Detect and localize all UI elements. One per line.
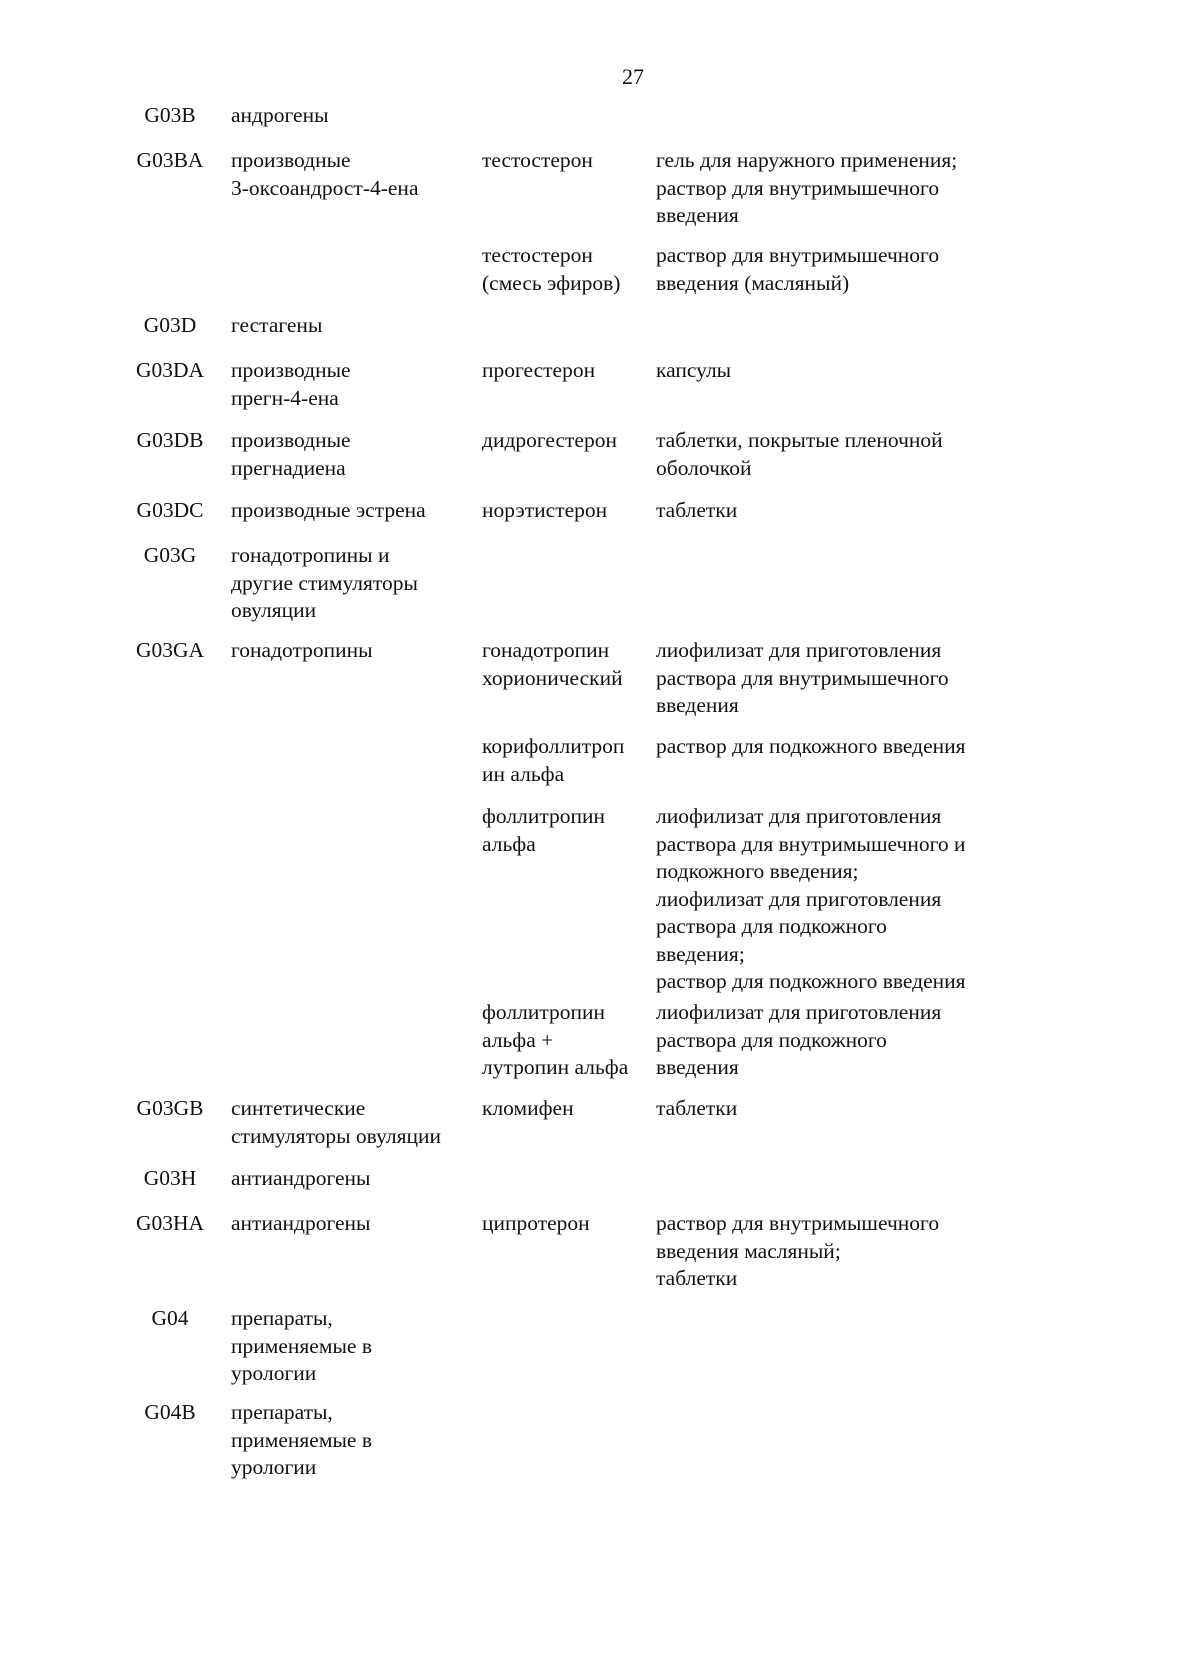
drug-name-line: тестостерон: [482, 243, 593, 267]
dosage-form-line: раствора для внутримышечного и: [656, 831, 966, 856]
drug-name-line: тестостерон: [482, 148, 593, 172]
dosage-form-line: введения: [656, 1055, 739, 1079]
drug-name: [482, 242, 652, 297]
dosage-form-line: лиофилизат для приготовления: [656, 1000, 942, 1024]
dosage-form-line: гель для наружного применения;: [656, 148, 958, 172]
drug-name-line: дидрогестерон: [482, 428, 617, 452]
dosage-form-line: введения;: [656, 941, 745, 966]
drug-name: [482, 803, 652, 858]
atc-code: G03GA: [135, 638, 205, 662]
atc-code: G03DB: [136, 428, 204, 452]
group-name-line: андрогены: [231, 103, 329, 127]
dosage-form-line: лиофилизат для приготовления: [656, 886, 942, 911]
dosage-form: [656, 1210, 1006, 1293]
dosage-form-line: введения: [656, 203, 739, 227]
drug-name: [482, 427, 652, 455]
dosage-form-line: раствор для внутримышечного: [656, 175, 940, 200]
dosage-form-line: введения: [656, 693, 739, 717]
group-name: [231, 1210, 471, 1238]
atc-code: G03DA: [135, 358, 205, 382]
atc-code: G03GB: [136, 1096, 204, 1120]
dosage-form-line: раствор для внутримышечного: [656, 243, 940, 267]
drug-name-line: альфа: [482, 831, 536, 856]
atc-code: G04: [151, 1306, 189, 1330]
group-name-line: 3-оксоандрост-4-ена: [231, 175, 419, 200]
group-name: [231, 1305, 471, 1388]
dosage-form-line: таблетки: [656, 1096, 738, 1120]
group-name: [231, 312, 471, 340]
atc-code: G03G: [143, 543, 197, 567]
group-name-line: синтетические: [231, 1096, 366, 1120]
dosage-form: [656, 999, 1006, 1082]
atc-code: G03HA: [135, 1211, 205, 1235]
dosage-form-line: капсулы: [656, 358, 732, 382]
group-name-line: урологии: [231, 1361, 317, 1385]
atc-code: G04B: [144, 1400, 196, 1424]
dosage-form: [656, 427, 1006, 482]
drug-name: [482, 1210, 652, 1238]
dosage-form-line: оболочкой: [656, 455, 752, 480]
drug-name-line: кломифен: [482, 1096, 574, 1120]
atc-code: G03B: [144, 103, 196, 127]
group-name-line: гонадотропины и: [231, 543, 390, 567]
dosage-form: [656, 242, 1006, 297]
drug-name: [482, 147, 652, 175]
group-name-line: препараты,: [231, 1400, 333, 1424]
group-name: [231, 1165, 471, 1193]
group-name: [231, 1095, 471, 1150]
atc-code: G03D: [143, 313, 197, 337]
drug-name-line: лутропин альфа: [482, 1055, 629, 1079]
dosage-form: [656, 637, 1006, 720]
group-name-line: антиандрогены: [231, 1211, 371, 1235]
dosage-form: [656, 357, 1006, 385]
drug-name: [482, 357, 652, 385]
drug-name: [482, 1095, 652, 1123]
dosage-form: [656, 497, 1006, 525]
dosage-form-line: таблетки: [656, 498, 738, 522]
group-name: [231, 1399, 471, 1482]
dosage-form-line: лиофилизат для приготовления: [656, 638, 942, 662]
group-name-line: применяемые в: [231, 1427, 372, 1452]
dosage-form-line: раствора для подкожного: [656, 914, 887, 938]
atc-code: G03H: [143, 1166, 197, 1190]
drug-name-line: гонадотропин: [482, 638, 610, 662]
group-name-line: препараты,: [231, 1306, 333, 1330]
group-name-line: овуляции: [231, 598, 317, 622]
dosage-form-line: таблетки, покрытые пленочной: [656, 428, 943, 452]
group-name-line: производные эстрена: [231, 498, 426, 522]
group-name: [231, 357, 471, 412]
group-name-line: другие стимуляторы: [231, 570, 418, 595]
drug-name: [482, 497, 652, 525]
drug-name-line: прогестерон: [482, 358, 596, 382]
dosage-form-line: раствор для подкожного введения: [656, 969, 966, 993]
drug-name-line: ципротерон: [482, 1211, 590, 1235]
group-name: [231, 637, 471, 665]
group-name: [231, 497, 471, 525]
dosage-form-line: раствора для внутримышечного: [656, 665, 949, 690]
drug-name-line: фоллитропин: [482, 804, 606, 828]
atc-code: G03BA: [136, 148, 204, 172]
group-name-line: применяемые в: [231, 1333, 372, 1358]
page-number: 27: [622, 64, 644, 89]
dosage-form-line: раствор для подкожного введения: [656, 734, 966, 758]
drug-name-line: фоллитропин: [482, 1000, 606, 1024]
group-name-line: гестагены: [231, 313, 323, 337]
group-name-line: производные: [231, 148, 351, 172]
group-name-line: прегнадиена: [231, 455, 346, 480]
dosage-form-line: таблетки: [656, 1266, 738, 1290]
dosage-form-line: лиофилизат для приготовления: [656, 804, 942, 828]
drug-name-line: альфа +: [482, 1027, 554, 1052]
group-name: [231, 147, 471, 202]
drug-name-line: ин альфа: [482, 761, 565, 786]
drug-name-line: хорионический: [482, 665, 623, 690]
drug-name-line: норэтистерон: [482, 498, 608, 522]
group-name: [231, 542, 471, 625]
atc-code: G03DC: [136, 498, 204, 522]
dosage-form: [656, 733, 1006, 761]
dosage-form: [656, 147, 1006, 230]
dosage-form-line: введения (масляный): [656, 270, 850, 295]
drug-name: [482, 999, 652, 1082]
group-name-line: производные: [231, 358, 351, 382]
dosage-form: [656, 803, 1006, 996]
group-name-line: урологии: [231, 1455, 317, 1479]
group-name-line: производные: [231, 428, 351, 452]
group-name-line: антиандрогены: [231, 1166, 371, 1190]
dosage-form-line: раствор для внутримышечного: [656, 1211, 940, 1235]
dosage-form-line: раствора для подкожного: [656, 1027, 887, 1052]
group-name: [231, 102, 471, 130]
group-name-line: гонадотропины: [231, 638, 373, 662]
drug-name: [482, 733, 652, 788]
dosage-form-line: введения масляный;: [656, 1238, 841, 1263]
group-name: [231, 427, 471, 482]
group-name-line: стимуляторы овуляции: [231, 1123, 442, 1148]
dosage-form-line: подкожного введения;: [656, 859, 859, 883]
drug-name: [482, 637, 652, 692]
drug-name-line: (смесь эфиров): [482, 270, 621, 295]
group-name-line: прегн-4-ена: [231, 385, 339, 410]
drug-name-line: корифоллитроп: [482, 734, 625, 758]
dosage-form: [656, 1095, 1006, 1123]
